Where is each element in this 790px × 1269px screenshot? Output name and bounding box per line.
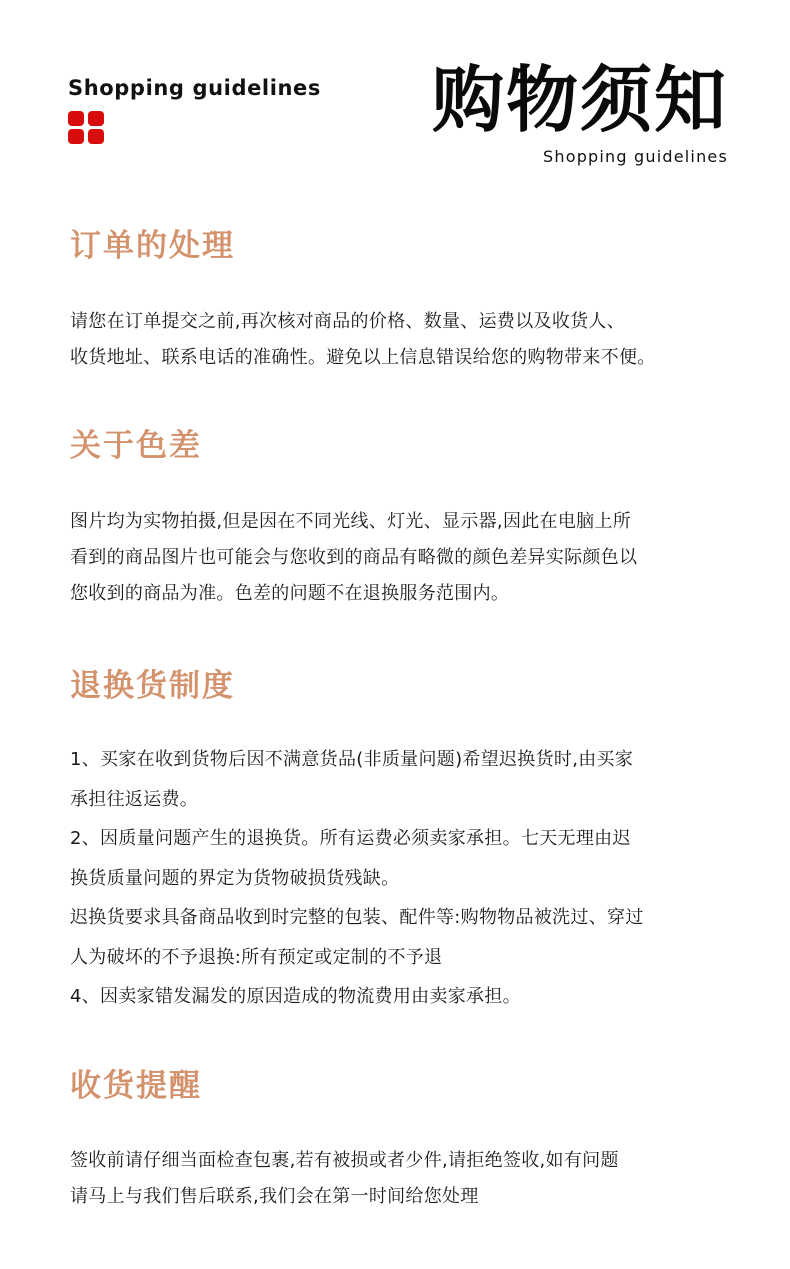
logo-square xyxy=(68,111,84,126)
paragraph-line: 签收前请仔细当面检查包裹,若有被损或者少件,请拒绝签收,如有问题 xyxy=(70,1150,619,1171)
paragraph-line: 人为破坏的不予退换:所有预定或定制的不予退 xyxy=(70,946,443,968)
paragraph-line: 4、因卖家错发漏发的原因造成的物流费用由卖家承担。 xyxy=(70,986,521,1007)
section-body-color xyxy=(70,504,750,612)
section-title-delivery: 收货提醒 xyxy=(70,1068,202,1104)
paragraph-line: 您收到的商品为准。色差的问题不在退换服务范围内。 xyxy=(70,583,510,604)
paragraph-line: 迟换货要求具备商品收到时完整的包装、配件等:购物物品被洗过、穿过 xyxy=(70,907,644,928)
header-english-label: Shopping guidelines xyxy=(68,76,322,100)
paragraph-line: 看到的商品图片也可能会与您收到的商品有略微的颜色差异实际颜色以 xyxy=(70,547,638,568)
paragraph-line: 请您在订单提交之前,再次核对商品的价格、数量、运费以及收货人、 xyxy=(70,311,626,332)
section-title-returns: 退换货制度 xyxy=(70,668,235,704)
logo-square xyxy=(88,129,104,144)
logo-grid-icon xyxy=(68,111,104,144)
paragraph-line: 图片均为实物拍摄,但是因在不同光线、灯光、显示器,因此在电脑上所 xyxy=(70,511,632,532)
section-title-color: 关于色差 xyxy=(70,428,202,464)
section-title-order: 订单的处理 xyxy=(70,228,235,264)
section-body-delivery xyxy=(70,1143,750,1215)
paragraph-line: 承担往返运费。 xyxy=(70,788,199,810)
paragraph-line: 换货质量问题的界定为货物破损货残缺。 xyxy=(70,867,400,889)
page-title: 购物须知 xyxy=(431,58,728,142)
logo-square xyxy=(88,111,104,126)
paragraph-line: 1、买家在收到货物后因不满意货品(非质量问题)希望迟换货时,由买家 xyxy=(70,749,634,770)
paragraph-line: 请马上与我们售后联系,我们会在第一时间给您处理 xyxy=(70,1186,479,1207)
section-body-returns xyxy=(70,740,750,1017)
logo-square xyxy=(68,129,84,144)
section-body-order xyxy=(70,304,750,376)
page-subtitle: Shopping guidelines xyxy=(543,147,728,166)
paragraph-line: 2、因质量问题产生的退换货。所有运费必须卖家承担。七天无理由迟 xyxy=(70,828,631,849)
paragraph-line: 收货地址、联系电话的准确性。避免以上信息错误给您的购物带来不便。 xyxy=(70,347,656,368)
